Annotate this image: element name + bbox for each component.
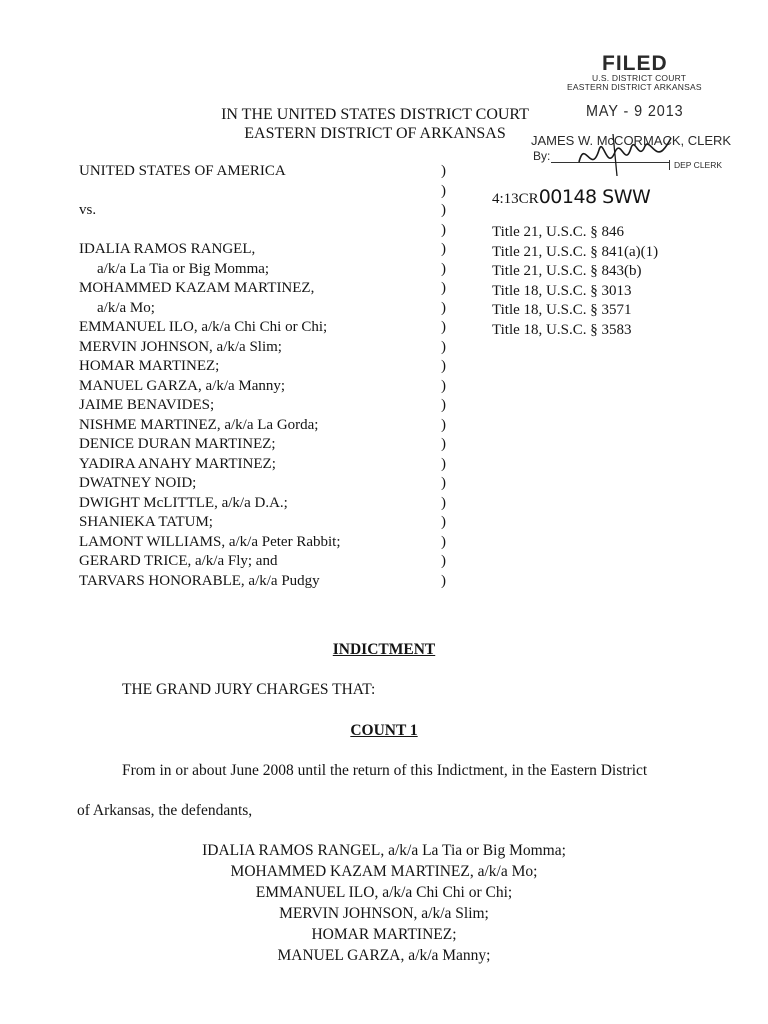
named-defendant-line: MANUEL GARZA, a/k/a Manny; [277,947,491,964]
defendant-line: EMMANUEL ILO, a/k/a Chi Chi or Chi; [79,319,328,335]
caption-paren: ) [441,260,446,277]
caption-paren: ) [441,319,446,335]
versus-label: vs. [79,202,97,218]
filed-stamp-district: EASTERN DISTRICT ARKANSAS [567,82,702,92]
defendant-line: DENICE DURAN MARTINEZ; [79,436,276,452]
caption-paren: ) [441,241,446,257]
caption-paren: ) [441,280,446,296]
defendant-line: MANUEL GARZA, a/k/a Manny; [79,377,286,394]
indictment-heading: INDICTMENT [332,641,436,658]
defendant-line: JAIME BENAVIDES; [79,397,215,413]
caption-parentheses [441,162,446,591]
defendant-line: IDALIA RAMOS RANGEL, [79,241,256,257]
caption-paren: ) [441,514,446,530]
count-heading: COUNT 1 [350,722,418,739]
dep-clerk-label: DEP CLERK [669,160,722,170]
filed-stamp-date: MAY - 9 2013 [586,103,684,120]
caption-paren: ) [441,475,446,491]
court-district: EASTERN DISTRICT OF ARKANSAS [244,125,506,142]
caption-paren: ) [441,182,446,199]
defendant-line: MOHAMMED KAZAM MARTINEZ, [79,280,315,296]
plaintiff-name: UNITED STATES OF AMERICA [79,163,286,179]
caption-paren: ) [441,553,446,569]
defendant-line: SHANIEKA TATUM; [79,514,213,530]
filed-stamp-court: U.S. DISTRICT COURT [592,73,687,83]
caption-paren: ) [441,533,446,550]
filed-stamp-by: By: [533,149,551,163]
caption-paren: ) [441,338,446,355]
caption-paren: ) [441,455,446,472]
statute-list [492,223,658,340]
defendant-line: HOMAR MARTINEZ; [79,358,220,374]
caption-paren: ) [441,202,446,218]
case-number [492,186,650,208]
caption-paren: ) [441,163,446,179]
named-defendant-line: MERVIN JOHNSON, a/k/a Slim; [279,905,489,922]
defendant-line: DWATNEY NOID; [79,475,197,491]
caption-paren: ) [441,494,446,511]
caption-paren: ) [441,221,446,238]
statute-line: Title 21, U.S.C. § 846 [492,224,624,240]
named-defendant-line: HOMAR MARTINEZ; [311,926,457,943]
count-paragraph-line1: From in or about June 2008 until the return of this Indictment, in the Eastern District [122,762,648,779]
defendant-line: YADIRA ANAHY MARTINEZ; [79,455,276,472]
defendant-list [79,240,341,591]
defendant-line: LAMONT WILLIAMS, a/k/a Peter Rabbit; [79,533,341,550]
case-number-handwritten: 00148 SWW [538,186,651,208]
filed-stamp-clerk: JAMES W. McCORMACK, CLERK [531,133,732,148]
defendant-line: GERARD TRICE, a/k/a Fly; and [79,553,278,569]
filed-stamp-title: FILED [602,52,668,75]
case-number-prefix: 4:13CR [492,191,539,207]
defendant-line: TARVARS HONORABLE, a/k/a Pudgy [79,572,320,589]
caption-paren: ) [441,397,446,413]
statute-line: Title 21, U.S.C. § 843(b) [492,263,642,279]
defendant-line: MERVIN JOHNSON, a/k/a Slim; [79,338,282,355]
case-caption [79,162,341,591]
caption-paren: ) [441,299,446,316]
caption-paren: ) [441,436,446,452]
named-defendant-line: EMMANUEL ILO, a/k/a Chi Chi or Chi; [255,884,513,901]
defendant-line: DWIGHT McLITTLE, a/k/a D.A.; [79,494,288,511]
clerk-signature-scribble [575,128,675,180]
defendant-line: NISHME MARTINEZ, a/k/a La Gorda; [79,416,319,433]
count-paragraph-line2: of Arkansas, the defendants, [77,802,253,819]
defendant-line: a/k/a La Tia or Big Momma; [97,260,270,277]
named-defendant-line: IDALIA RAMOS RANGEL, a/k/a La Tia or Big Momma; [202,842,566,859]
court-name: IN THE UNITED STATES DISTRICT COURT [221,106,529,123]
grand-jury-intro: THE GRAND JURY CHARGES THAT: [122,681,376,698]
statute-line: Title 18, U.S.C. § 3583 [492,321,632,338]
named-defendant-list [0,840,768,966]
caption-paren: ) [441,377,446,394]
statute-line: Title 21, U.S.C. § 841(a)(1) [492,243,659,260]
caption-paren: ) [441,416,446,433]
caption-paren: ) [441,358,446,374]
statute-line: Title 18, U.S.C. § 3013 [492,282,632,299]
caption-paren: ) [441,572,446,589]
defendant-line: a/k/a Mo; [97,299,155,316]
statute-line: Title 18, U.S.C. § 3571 [492,302,632,318]
named-defendant-line: MOHAMMED KAZAM MARTINEZ, a/k/a Mo; [230,863,538,880]
